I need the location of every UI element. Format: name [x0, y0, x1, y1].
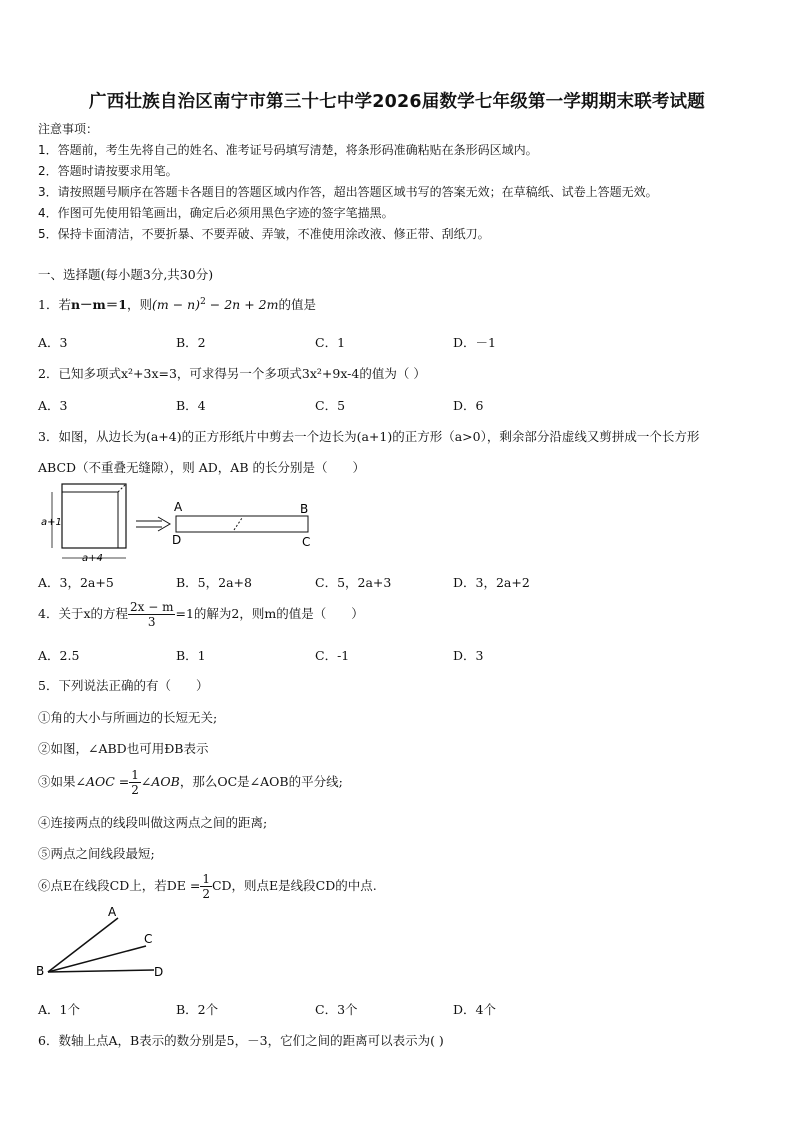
q2-option-b: B．4 — [176, 398, 206, 413]
q5-s6-num: 1 — [202, 872, 210, 886]
q5-statement-2: ②如图，∠ABD也可用ÐB表示 — [38, 741, 209, 756]
q3-rectangle-abcd — [176, 516, 308, 532]
q3-label-a: A — [174, 500, 183, 514]
q5-s6-prefix: ⑥点E在线段CD上，若DE = — [38, 878, 201, 893]
q4-option-d: D．3 — [453, 648, 484, 663]
q3-label-d: D — [172, 533, 182, 547]
notice-item-3: 3．请按照题号顺序在答题卡各题目的答题区域内作答，超出答题区域书写的答案无效；在草稿纸、试卷上答题无效。 — [38, 185, 658, 199]
q3-arrow — [136, 517, 170, 531]
q5-option-a: A．1个 — [38, 1002, 80, 1017]
q5-s3-lhs: ∠AOC = — [75, 774, 130, 789]
q3-inner-square — [62, 492, 118, 548]
q5-option-b: B．2个 — [176, 1002, 219, 1017]
q5-s6-post: CD，则点E是线段CD的中点. — [211, 878, 377, 893]
q5-statement-5: ⑤两点之间线段最短; — [38, 846, 155, 861]
q3-option-b: B．5，2a+8 — [176, 575, 252, 590]
q1-expr-sup: 2 — [200, 296, 206, 307]
q3-outer-square — [62, 484, 126, 548]
q3-option-c: C．5，2a+3 — [315, 575, 392, 590]
question-3-line-2: ABCD（不重叠无缝隙），则 AD，AB 的长分别是（ ） — [38, 460, 365, 475]
q4-frac-num: 2x − m — [130, 600, 174, 614]
q1-option-d: D．－1 — [453, 335, 496, 350]
q5-label-b: B — [36, 964, 45, 978]
page-title: 广西壮族自治区南宁市第三十七中学2026届数学七年级第一学期期末联考试题 — [89, 92, 705, 112]
q4-option-b: B．1 — [176, 648, 206, 663]
notice-item-4: 4．作图可先使用铅笔画出，确定后必须用黑色字迹的签字笔描黑。 — [38, 206, 394, 220]
q5-s3-den: 2 — [131, 783, 139, 797]
q3-option-d: D．3，2a+2 — [453, 575, 530, 590]
q3-label-bottom: a+4 — [82, 553, 103, 564]
q3-label-side: a+1 — [41, 517, 62, 528]
notice-item-5: 5．保持卡面清洁，不要折暴、不要弄破、弄皱，不准使用涂改液、修正带、刮纸刀。 — [38, 227, 490, 241]
question-3-line-1: 3．如图，从边长为(a+4)的正方形纸片中剪去一个边长为(a+1)的正方形（a>0），剩余部分沿虚线又剪拼成一个长方形 — [38, 429, 700, 444]
q1-option-b: B．2 — [176, 335, 206, 350]
q1-option-c: C．1 — [315, 335, 346, 350]
q5-s3-prefix: ③如果 — [38, 774, 76, 789]
q5-label-d: D — [154, 965, 164, 979]
q4-prefix: 4．关于x的方程 — [38, 606, 129, 621]
q5-s3-num: 1 — [131, 768, 139, 782]
q5-s6-den: 2 — [202, 887, 210, 901]
q3-cut-line — [118, 484, 126, 492]
q5-option-c: C．3个 — [315, 1002, 358, 1017]
q3-rect-cut-line — [234, 518, 242, 530]
question-6: 6．数轴上点A，B表示的数分别是5，－3，它们之间的距离可以表示为( ) — [38, 1033, 444, 1048]
q5-statement-3 — [38, 768, 343, 797]
section-heading: 一、选择题(每小题3分,共30分) — [38, 267, 214, 282]
q5-figure — [34, 902, 174, 982]
q4-post: =1的解为2，则m的值是（ ） — [175, 606, 364, 621]
notice-heading: 注意事项： — [38, 122, 99, 136]
q3-label-c: C — [302, 535, 311, 549]
q3-label-b: B — [300, 502, 309, 516]
q1-post: 的值是 — [278, 297, 316, 312]
q1-mid: ，则 — [126, 297, 152, 312]
q5-statement-4: ④连接两点的线段叫做这两点之间的距离; — [38, 815, 268, 830]
q5-option-d: D．4个 — [453, 1002, 496, 1017]
q5-ray-bc — [48, 946, 146, 972]
q1-expr-b: − 2n + 2m — [205, 297, 279, 312]
q1-condition: n－m＝1 — [70, 297, 127, 312]
q5-s3-fraction — [129, 768, 141, 797]
q5-s6-fraction — [200, 872, 212, 901]
q4-fraction — [128, 600, 175, 629]
q5-statement-6 — [38, 872, 377, 901]
q5-ray-bd — [48, 970, 154, 972]
q1-expr-a: (m − n) — [151, 297, 201, 312]
question-2: 2．已知多项式x²+3x=3，可求得另一个多项式3x²+9x-4的值为（ ） — [38, 366, 426, 381]
q5-ray-ba — [48, 918, 118, 972]
q5-statement-1: ①角的大小与所画边的长短无关; — [38, 710, 218, 725]
q5-s3-rhs: ∠AOB — [140, 774, 180, 789]
question-4 — [38, 600, 364, 629]
q4-option-c: C．-1 — [315, 648, 350, 663]
q2-option-a: A．3 — [38, 398, 68, 413]
notice-item-2: 2．答题时请按要求用笔。 — [38, 164, 178, 178]
q4-frac-den: 3 — [147, 615, 156, 629]
q4-option-a: A．2.5 — [38, 648, 80, 663]
question-5: 5．下列说法正确的有（ ） — [38, 678, 209, 693]
q2-option-c: C．5 — [315, 398, 346, 413]
q3-option-a: A．3，2a+5 — [38, 575, 114, 590]
q5-label-c: C — [144, 932, 153, 946]
q3-figure — [38, 478, 328, 570]
notice-item-1: 1．答题前，考生先将自己的姓名、准考证号码填写清楚，将条形码准确粘贴在条形码区域内。 — [38, 143, 538, 157]
q5-s3-post: ，那么OC是∠AOB的平分线; — [179, 774, 343, 789]
q2-option-d: D．6 — [453, 398, 484, 413]
q5-label-a: A — [108, 905, 117, 919]
q1-prefix: 1．若 — [38, 297, 71, 312]
q1-option-a: A．3 — [38, 335, 68, 350]
question-1 — [38, 295, 316, 313]
